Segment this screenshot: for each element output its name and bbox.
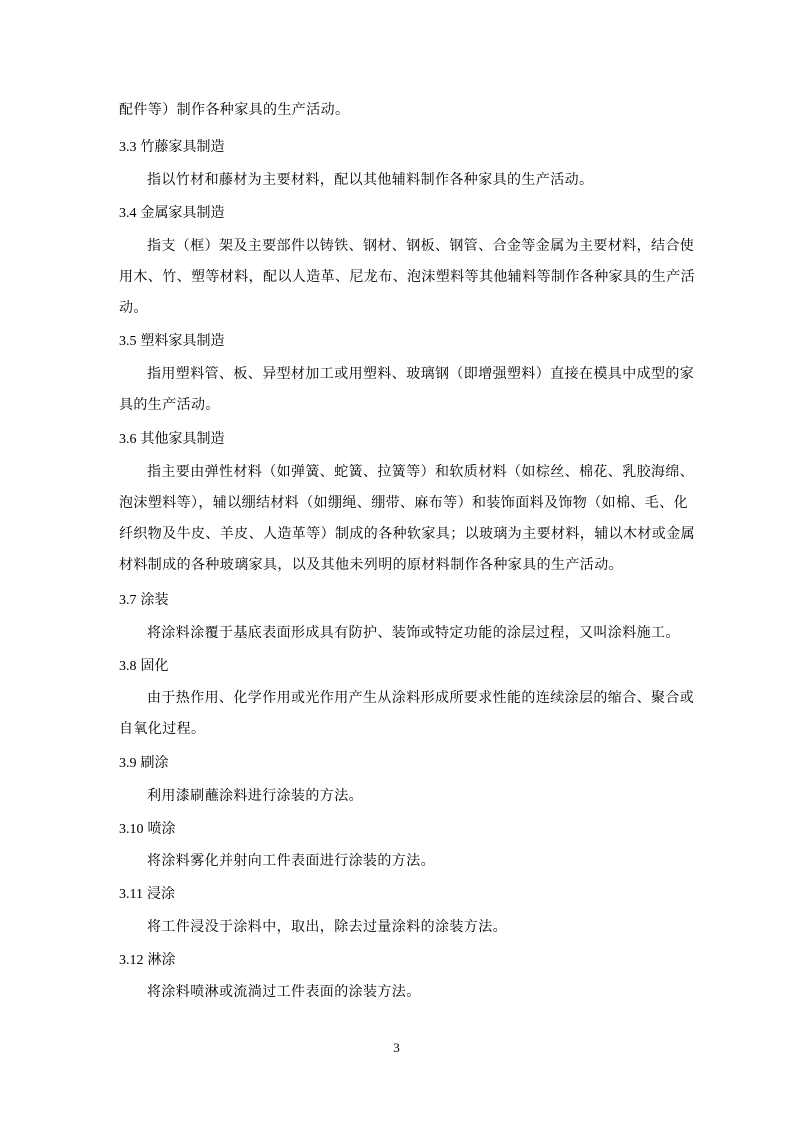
paragraph-line: 将涂料雾化并射向工件表面进行涂装的方法。: [147, 853, 435, 869]
section-number: 3.6: [119, 432, 137, 447]
section-heading-3-9: [119, 753, 169, 774]
section-number: 3.5: [119, 334, 137, 349]
section-number: 3.12: [119, 953, 144, 968]
section-title: 塑料家具制造: [140, 333, 225, 349]
paragraph-line: 指支（框）架及主要部件以铸铁、钢材、钢板、钢管、合金等金属为主要材料，结合使: [147, 238, 695, 254]
section-heading-3-8: [119, 656, 169, 677]
section-number: 3.7: [119, 593, 137, 608]
section-number: 3.10: [119, 822, 144, 837]
paragraph-line: 指以竹材和藤材为主要材料，配以其他辅料制作各种家具的生产活动。: [147, 172, 594, 188]
paragraph-line: 用木、竹、塑等材料，配以人造革、尼龙布、泡沫塑料等其他辅料等制作各种家具的生产活: [119, 269, 695, 285]
section-heading-3-12: [119, 950, 176, 971]
section-title: 淋涂: [147, 952, 176, 968]
section-title: 其他家具制造: [140, 431, 225, 447]
page-number: 3: [393, 1040, 400, 1055]
paragraph-line: 指用塑料管、板、异型材加工或用塑料、玻璃钢（即增强塑料）直接在模具中成型的家: [147, 366, 695, 382]
section-heading-3-3: [119, 137, 225, 158]
section-number: 3.9: [119, 756, 137, 771]
paragraph-line: 指主要由弹性材料（如弹簧、蛇簧、拉簧等）和软质材料（如棕丝、棉花、乳胶海绵、: [147, 464, 695, 480]
section-number: 3.11: [119, 887, 143, 902]
paragraph-line: 纤织物及牛皮、羊皮、人造革等）制成的各种软家具；以玻璃为主要材料，辅以木材或金属: [119, 526, 695, 542]
section-title: 固化: [140, 658, 169, 674]
paragraph-line: 配件等）制作各种家具的生产活动。: [119, 102, 350, 118]
section-title: 竹藤家具制造: [140, 139, 225, 155]
section-title: 涂装: [140, 592, 169, 608]
section-title: 浸涂: [146, 886, 175, 902]
section-number: 3.3: [119, 140, 137, 155]
section-number: 3.4: [119, 206, 137, 221]
section-heading-3-11: [119, 884, 175, 905]
paragraph-line: 材料制成的各种玻璃家具，以及其他未列明的原材料制作各种家具的生产活动。: [119, 557, 623, 573]
paragraph-line: 将涂料喷淋或流淌过工件表面的涂装方法。: [147, 984, 421, 1000]
paragraph-line: 自氧化过程。: [119, 721, 206, 737]
paragraph-line: 具的生产活动。: [119, 397, 220, 413]
paragraph-line: 由于热作用、化学作用或光作用产生从涂料形成所要求性能的连续涂层的缩合、聚合或: [147, 690, 695, 706]
paragraph-line: 将工件浸没于涂料中，取出，除去过量涂料的涂装方法。: [147, 919, 507, 935]
section-heading-3-5: [119, 331, 225, 352]
section-heading-3-7: [119, 590, 169, 611]
section-title: 喷涂: [147, 821, 176, 837]
section-title: 金属家具制造: [140, 205, 225, 221]
section-heading-3-6: [119, 429, 225, 450]
section-heading-3-10: [119, 819, 176, 840]
section-title: 刷涂: [140, 755, 169, 771]
section-heading-3-4: [119, 203, 225, 224]
paragraph-line: 将涂料涂覆于基底表面形成具有防护、装饰或特定功能的涂层过程，又叫涂料施工。: [147, 625, 680, 641]
section-number: 3.8: [119, 659, 137, 674]
paragraph-line: 泡沫塑料等），辅以绷结材料（如绷绳、绷带、麻布等）和装饰面料及饰物（如棉、毛、化: [119, 495, 688, 511]
paragraph-line: 利用漆刷蘸涂料进行涂装的方法。: [147, 788, 363, 804]
paragraph-line: 动。: [119, 300, 148, 316]
